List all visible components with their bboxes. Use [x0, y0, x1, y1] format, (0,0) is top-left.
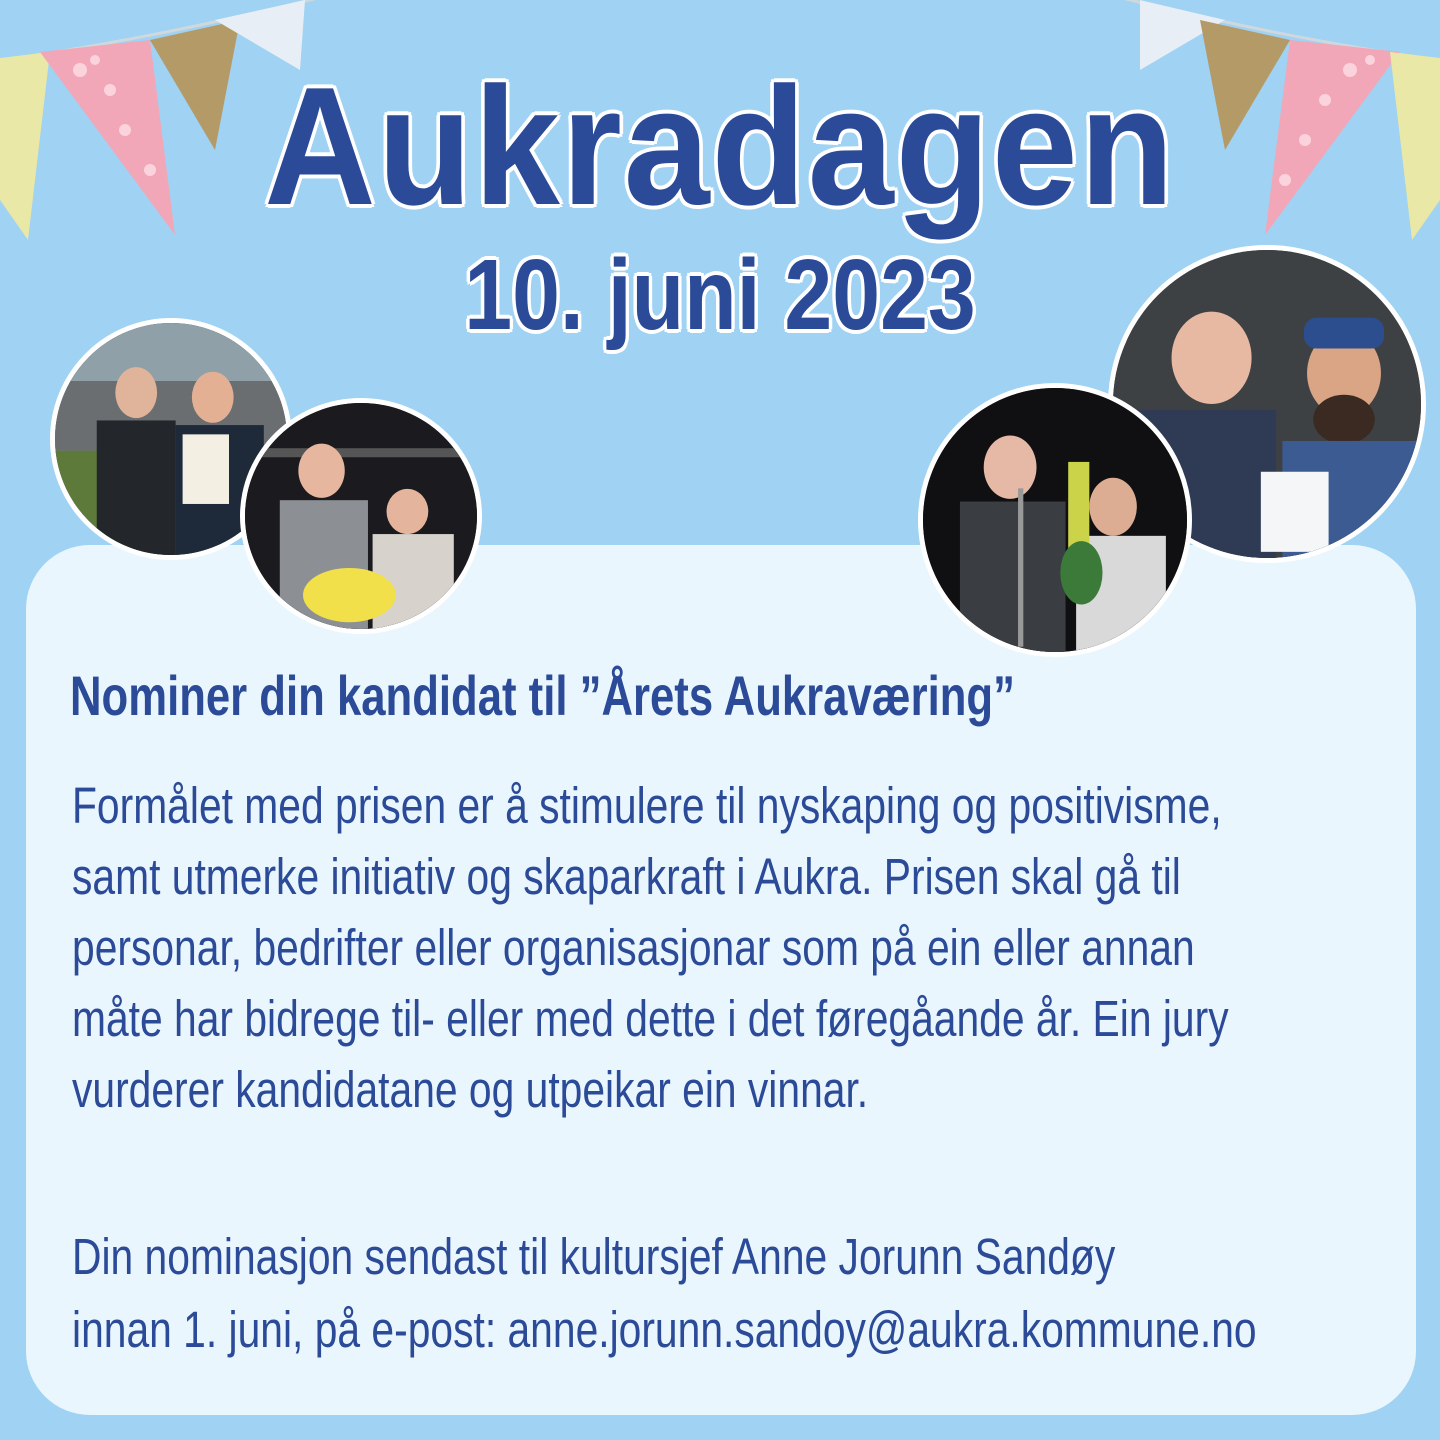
description-line: Formålet med prisen er å stimulere til nyskaping og positivisme,	[72, 777, 1222, 834]
contact-line: Din nominasjon sendast til kultursjef Anne Jorunn Sandøy	[72, 1228, 1116, 1285]
award-description	[72, 770, 1229, 1125]
winner-photo-2	[240, 398, 482, 634]
description-line: måte har bidrege til- eller med dette i det føregåande år. Ein jury	[72, 990, 1229, 1047]
contact-info	[72, 1220, 1257, 1366]
event-date: 10. juni 2023	[464, 239, 976, 351]
description-line: personar, bedrifter eller organisasjonar som på ein eller annan	[72, 919, 1195, 976]
page-title: Aukradagen	[264, 52, 1176, 240]
contact-email-line: innan 1. juni, på e-post: anne.jorunn.sandoy@aukra.kommune.no	[72, 1301, 1257, 1358]
description-line: vurderer kandidatane og utpeikar ein vinnar.	[72, 1061, 869, 1118]
nomination-heading: Nominer din kandidat til ”Årets Aukraværing”	[70, 664, 1015, 727]
winner-photo-4	[918, 383, 1192, 657]
description-line: samt utmerke initiativ og skaparkraft i Aukra. Prisen skal gå til	[72, 848, 1181, 905]
